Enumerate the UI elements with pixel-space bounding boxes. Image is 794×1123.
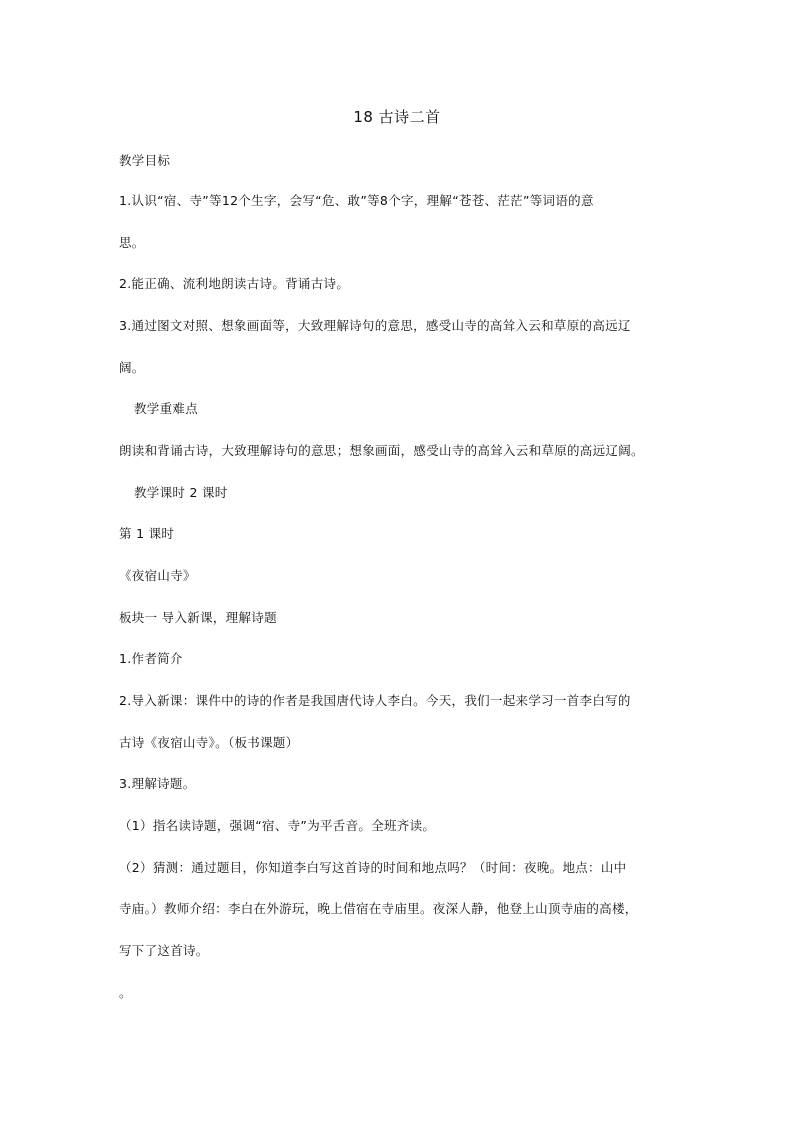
paragraph-line: （1）指名读诗题，强调“宿、寺”为平舌音。全班齐读。 bbox=[119, 818, 436, 833]
section-heading-objectives: 教学目标 bbox=[119, 153, 171, 168]
paragraph-line: 1.作者简介 bbox=[119, 651, 183, 666]
paragraph-line: 1.认识“宿、寺”等12个生字，会写“危、敢”等8个字，理解“苍苍、茫茫”等词语的意 bbox=[119, 193, 594, 208]
lesson-heading: 第 1 课时 bbox=[119, 526, 175, 541]
paragraph-line: 朗读和背诵古诗，大致理解诗句的意思；想象画面，感受山寺的高耸入云和草原的高远辽阔。 bbox=[119, 443, 644, 458]
paragraph-line: 。 bbox=[119, 985, 132, 1000]
paragraph-line: （2）猜测：通过题目，你知道李白写这首诗的时间和地点吗？（时间：夜晚。地点：山中 bbox=[119, 860, 627, 875]
paragraph-line: 3.通过图文对照、想象画面等，大致理解诗句的意思，感受山寺的高耸入云和草原的高远辽 bbox=[119, 318, 631, 333]
paragraph-line: 2.导入新课：课件中的诗的作者是我国唐代诗人李白。今天，我们一起来学习一首李白写的 bbox=[119, 693, 631, 708]
paragraph-line: 写下了这首诗。 bbox=[119, 943, 209, 958]
poem-title: 《夜宿山寺》 bbox=[119, 568, 196, 583]
section-heading-hours: 教学课时 2 课时 bbox=[134, 485, 228, 500]
paragraph-line: 阔。 bbox=[119, 360, 145, 375]
paragraph-line: 古诗《夜宿山寺》。（板书课题） bbox=[119, 735, 299, 750]
document-title: 18 古诗二首 bbox=[353, 108, 441, 126]
paragraph-line: 2.能正确、流利地朗读古诗。背诵古诗。 bbox=[119, 276, 350, 291]
paragraph-line: 寺庙。）教师介绍：李白在外游玩，晚上借宿在寺庙里。夜深人静，他登上山顶寺庙的高楼， bbox=[119, 901, 638, 916]
section-heading-difficulties: 教学重难点 bbox=[134, 401, 199, 416]
paragraph-line: 3.理解诗题。 bbox=[119, 776, 196, 791]
block-heading: 板块一 导入新课，理解诗题 bbox=[119, 610, 277, 625]
paragraph-line: 思。 bbox=[119, 235, 145, 250]
